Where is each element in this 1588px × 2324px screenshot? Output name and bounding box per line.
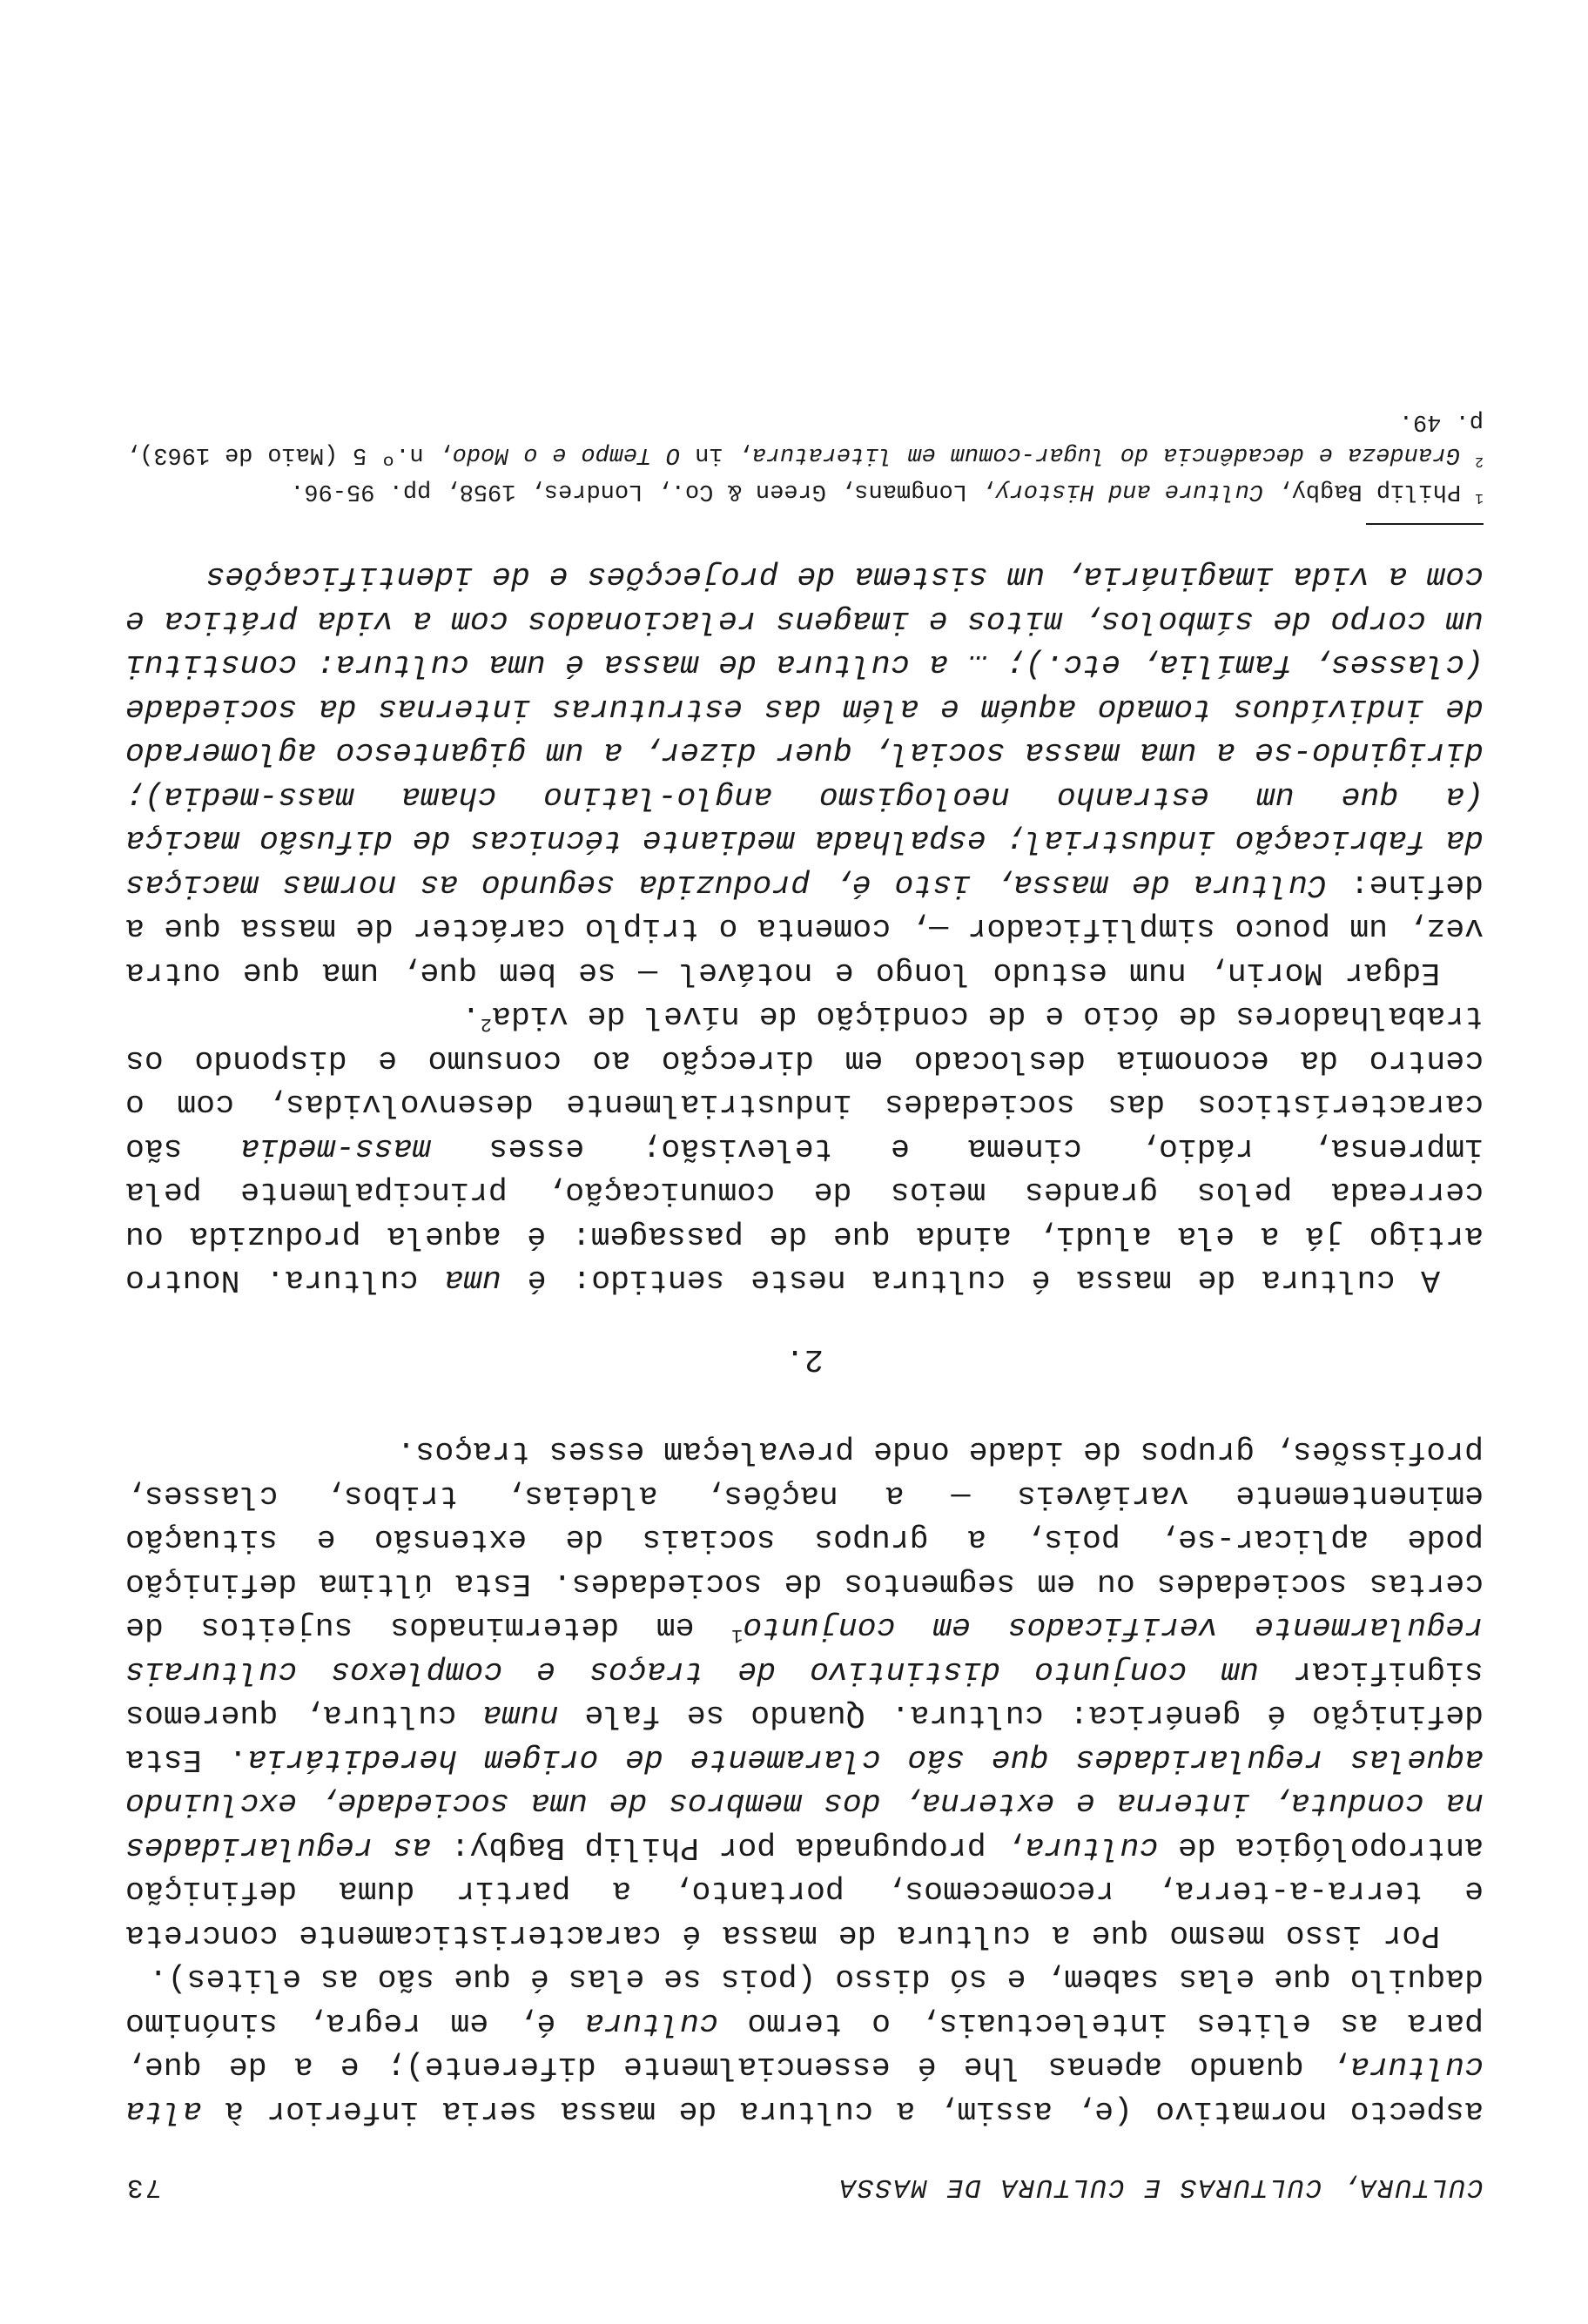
text-run: cultura. Noutro artigo já a ela aludi, ainda que de passagem: é aquela produzida ou cerreada pelos grandes meios de comunicação, principalmente pela imprensa, rádio, cinema e televisão; esses — [125, 1131, 1484, 1299]
footnote-mark: 2 — [1475, 453, 1484, 469]
text-run: Philip Bagby, — [1263, 478, 1476, 504]
running-header — [125, 2172, 1484, 2202]
italic-run: O Tempo e o Modo — [452, 441, 681, 467]
text-run: , Longmans, Green & Co., Londres, 1958, pp. 95-96. — [290, 478, 996, 504]
italic-run: uma — [444, 1262, 501, 1299]
italic-run: alta cultura — [125, 2049, 1484, 2129]
italic-run: cultura — [1025, 1830, 1159, 1865]
text-run: , in — [680, 441, 752, 467]
italic-run: Culture and History — [995, 478, 1264, 504]
running-title: CULTURA, CULTURAS E CULTURA DE MASSA — [838, 2172, 1484, 2202]
text-run: são característicos das sociedades industrialmente desenvolvidas, com o centro da economia deslocado em direcção ao consumo e dispondo os trabalhadores de ócio e de condição de nível de vida — [125, 998, 1484, 1166]
footnote-ref-1: 1 — [731, 1624, 744, 1647]
italic-run: Cultura de massa, isto é, produzida segundo as normas maciças da fabricação industrial; espalhada mediante técnicas de difusão maciça (a que um estranho neologismo anglo-latino chama mass-media); dirigindo-se a uma massa social, quer dizer, a um gigantesco aglomerado de indivíduos tomado aquém e além das estruturas internas da sociedade (classes, família, etc.); … a cultura de massa é uma cultura: constitui um corpo de símbolos, mitos e imagens relacionados com a vida prática e com a vida imaginária, um sistema de projecções e de identificações — [125, 559, 1484, 903]
text-run: Por isso mesmo que a cultura de massa é caracteristicamente concreta e terra-a-terra, recomecemos, portanto, a partir duma definição antropológica de — [125, 1830, 1484, 1953]
text-run: Edgar Morin, num estudo longo e notável — se bem que, uma que outra vez, um pouco simplificador —, comenta o triplo carácter de massa que a define: — [125, 867, 1484, 991]
text-run: , n.º 5 (Maio de 1963), p. 49. — [124, 408, 1484, 467]
text-run: cultura, queremos significar — [125, 1654, 1484, 1734]
italic-run: numa — [481, 1697, 559, 1734]
paragraph-2 — [125, 1429, 1484, 1957]
body-text — [125, 401, 1484, 2133]
footnote-1 — [125, 474, 1484, 507]
text-run: . Esta definição é genérica: cultura. Quando se fale — [125, 1697, 1484, 1777]
text-run: em determinados sujeitos de certas sociedades ou em segmentos de sociedades. Esta última definição pode aplicar-se, pois, a grupos sociais de extensão e situação eminentemente variáveis — a nações, aldeias, tribos, classes, profissões, grupos de idade onde prevaleçam esses traços. — [125, 1434, 1484, 1646]
page-number: 73 — [125, 2172, 162, 2202]
footnote-ref-2: 2 — [480, 1013, 492, 1036]
italic-run: Grandeza e decadência do lugar-comum em literatura — [751, 441, 1461, 467]
text-run: A cultura de massa é cultura neste sentido: é — [501, 1262, 1440, 1299]
paragraph-4 — [125, 554, 1484, 994]
footnote-divider — [1366, 523, 1484, 525]
italic-run: um conjunto distintivo de traços e complexos culturais regularmente verificados em conjunto — [125, 1609, 1484, 1689]
italic-run: as regularidades na conduta, interna e externa, dos membros de uma sociedade, excluindo aquelas regularidades que são claramente de origem hereditária — [125, 1742, 1484, 1865]
footnote-2 — [125, 405, 1484, 471]
text-run: , quando apenas lhe é essencialmente diferente); e a de que, para as elites intelectuais, o termo — [125, 2005, 1484, 2086]
text-run: aspecto normativo (e, assim, a cultura de massa seria inferior à — [201, 2093, 1484, 2129]
italic-run: cultura — [584, 2005, 718, 2041]
footnote-mark: 1 — [1475, 490, 1484, 506]
paragraph-1 — [125, 1957, 1484, 2133]
section-number: 2. — [785, 1341, 824, 1377]
paragraph-3 — [125, 994, 1484, 1302]
text-run: , propugnada por Philip Bagby: — [431, 1830, 1026, 1865]
text-run — [1460, 441, 1475, 467]
text-run: é, em regra, sinónimo daquilo que elas sabem, e só disso (pois se elas é que são as elites). — [125, 1961, 1484, 2041]
italic-run: mass-media — [240, 1131, 432, 1166]
footnotes — [125, 405, 1484, 507]
text-run: . — [461, 998, 481, 1035]
